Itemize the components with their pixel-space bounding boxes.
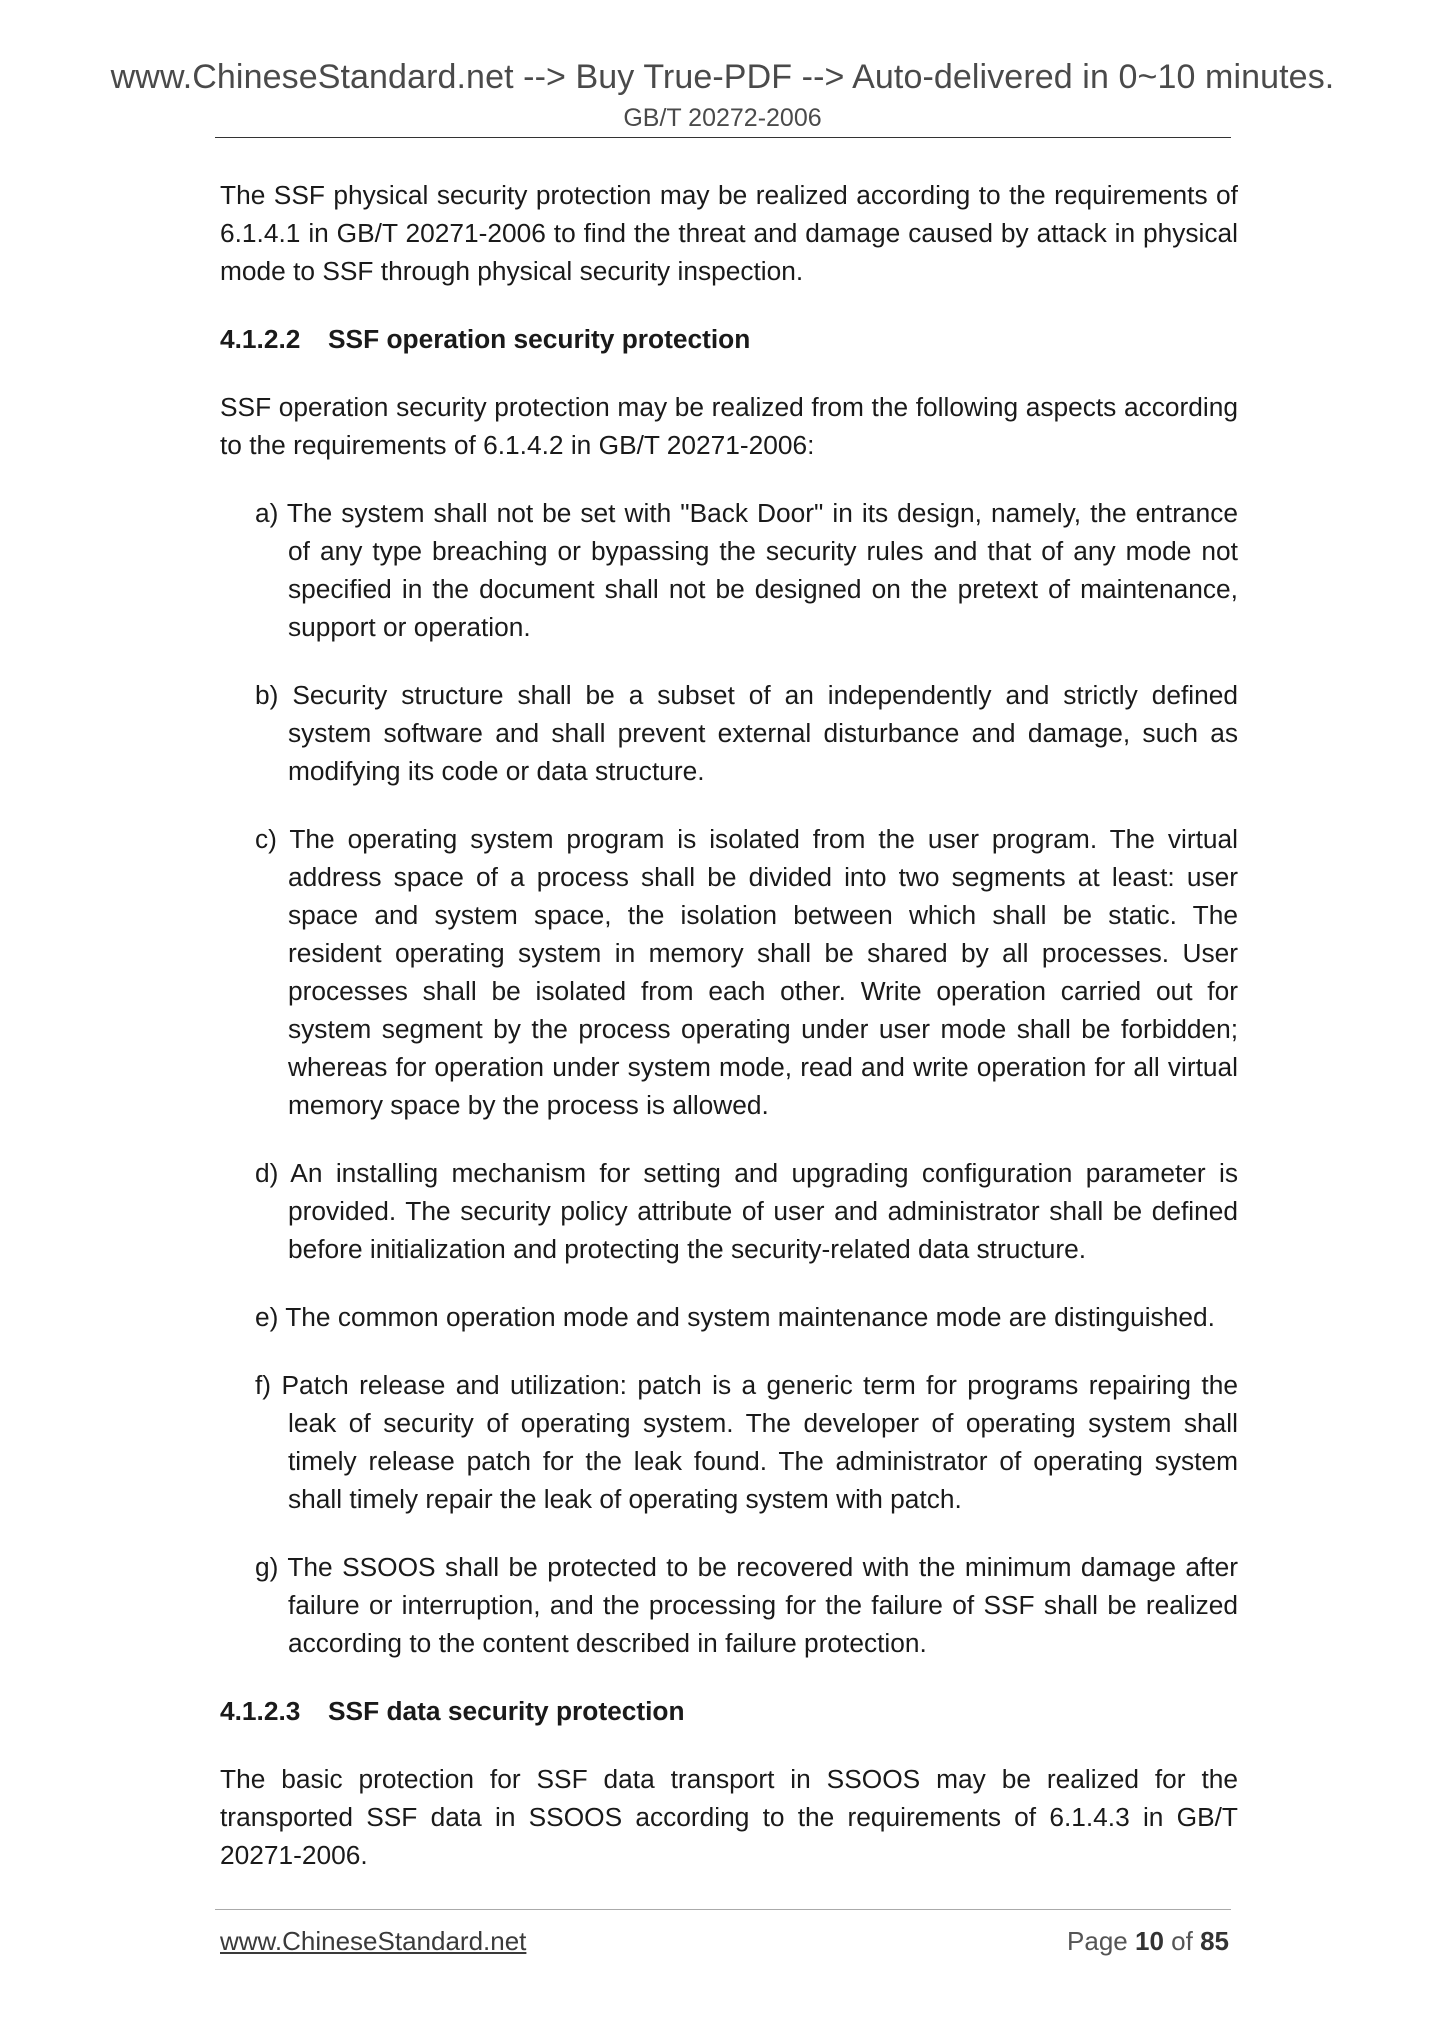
section-title: SSF operation security protection [328, 324, 751, 354]
header-divider [215, 137, 1231, 138]
list-item-g: g) The SSOOS shall be protected to be recovered with the minimum damage after failure or interruption, and the processing for the failure of SSF shall be realized according to the content described in failure protection. [255, 1552, 1238, 1658]
section-title: SSF data security protection [328, 1696, 685, 1726]
section-paragraph: The basic protection for SSF data transport in SSOOS may be realized for the transported SSF data in SSOOS according to the requirements of 6.1.4.3 in GB/T 20271-2006. [220, 1764, 1238, 1870]
document-body [220, 176, 1238, 1904]
page-of: of [1171, 1926, 1193, 1956]
list-item-d: d) An installing mechanism for setting and upgrading configuration parameter is provided. The security policy attribute of user and administrator shall be defined before initialization and protecting the security-related data structure. [255, 1158, 1238, 1264]
list-item-b: b) Security structure shall be a subset of an independently and strictly defined system software and shall prevent external disturbance and damage, such as modifying its code or data structure. [255, 680, 1238, 786]
section-number: 4.1.2.3 [220, 1696, 301, 1726]
page-word: Page [1067, 1926, 1128, 1956]
section-heading-4-1-2-2 [220, 320, 1238, 358]
page-indicator [1067, 1926, 1229, 1957]
page-total: 85 [1200, 1926, 1229, 1956]
promo-banner[interactable]: www.ChineseStandard.net --> Buy True-PDF --> Auto-delivered in 0~10 minutes. [110, 58, 1335, 96]
list-item-c: c) The operating system program is isolated from the user program. The virtual address space of a process shall be divided into two segments at least: user space and system space, the isolation between which shall be static. The resident operating system in memory shall be shared by all processes. User processes shall be isolated from each other. Write operation carried out for system segment by the process operating under user mode shall be forbidden; whereas for operation under system mode, read and write operation for all virtual memory space by the process is allowed. [255, 824, 1238, 1120]
section-heading-4-1-2-3 [220, 1692, 1238, 1730]
list-item-a: a) The system shall not be set with "Back Door" in its design, namely, the entrance of any type breaching or bypassing the security rules and that of any mode not specified in the document shall not be designed on the pretext of maintenance, support or operation. [255, 498, 1238, 642]
standard-code: GB/T 20272-2006 [623, 104, 822, 132]
list-item-f: f) Patch release and utilization: patch is a generic term for programs repairing the leak of security of operating system. The developer of operating system shall timely release patch for the leak found. The administrator of operating system shall timely repair the leak of operating system with patch. [255, 1370, 1238, 1514]
section-number: 4.1.2.2 [220, 324, 301, 354]
intro-paragraph: The SSF physical security protection may be realized according to the requirements of 6.1.4.1 in GB/T 20271-2006 to find the threat and damage caused by attack in physical mode to SSF through physical security inspection. [220, 180, 1238, 286]
page-current: 10 [1135, 1926, 1164, 1956]
list-item-e: e) The common operation mode and system maintenance mode are distinguished. [255, 1302, 1215, 1332]
footer-site-link[interactable]: www.ChineseStandard.net [220, 1926, 527, 1956]
footer-divider [215, 1909, 1231, 1910]
section-lead-paragraph: SSF operation security protection may be realized from the following aspects according to the requirements of 6.1.4.2 in GB/T 20271-2006: [220, 392, 1238, 460]
